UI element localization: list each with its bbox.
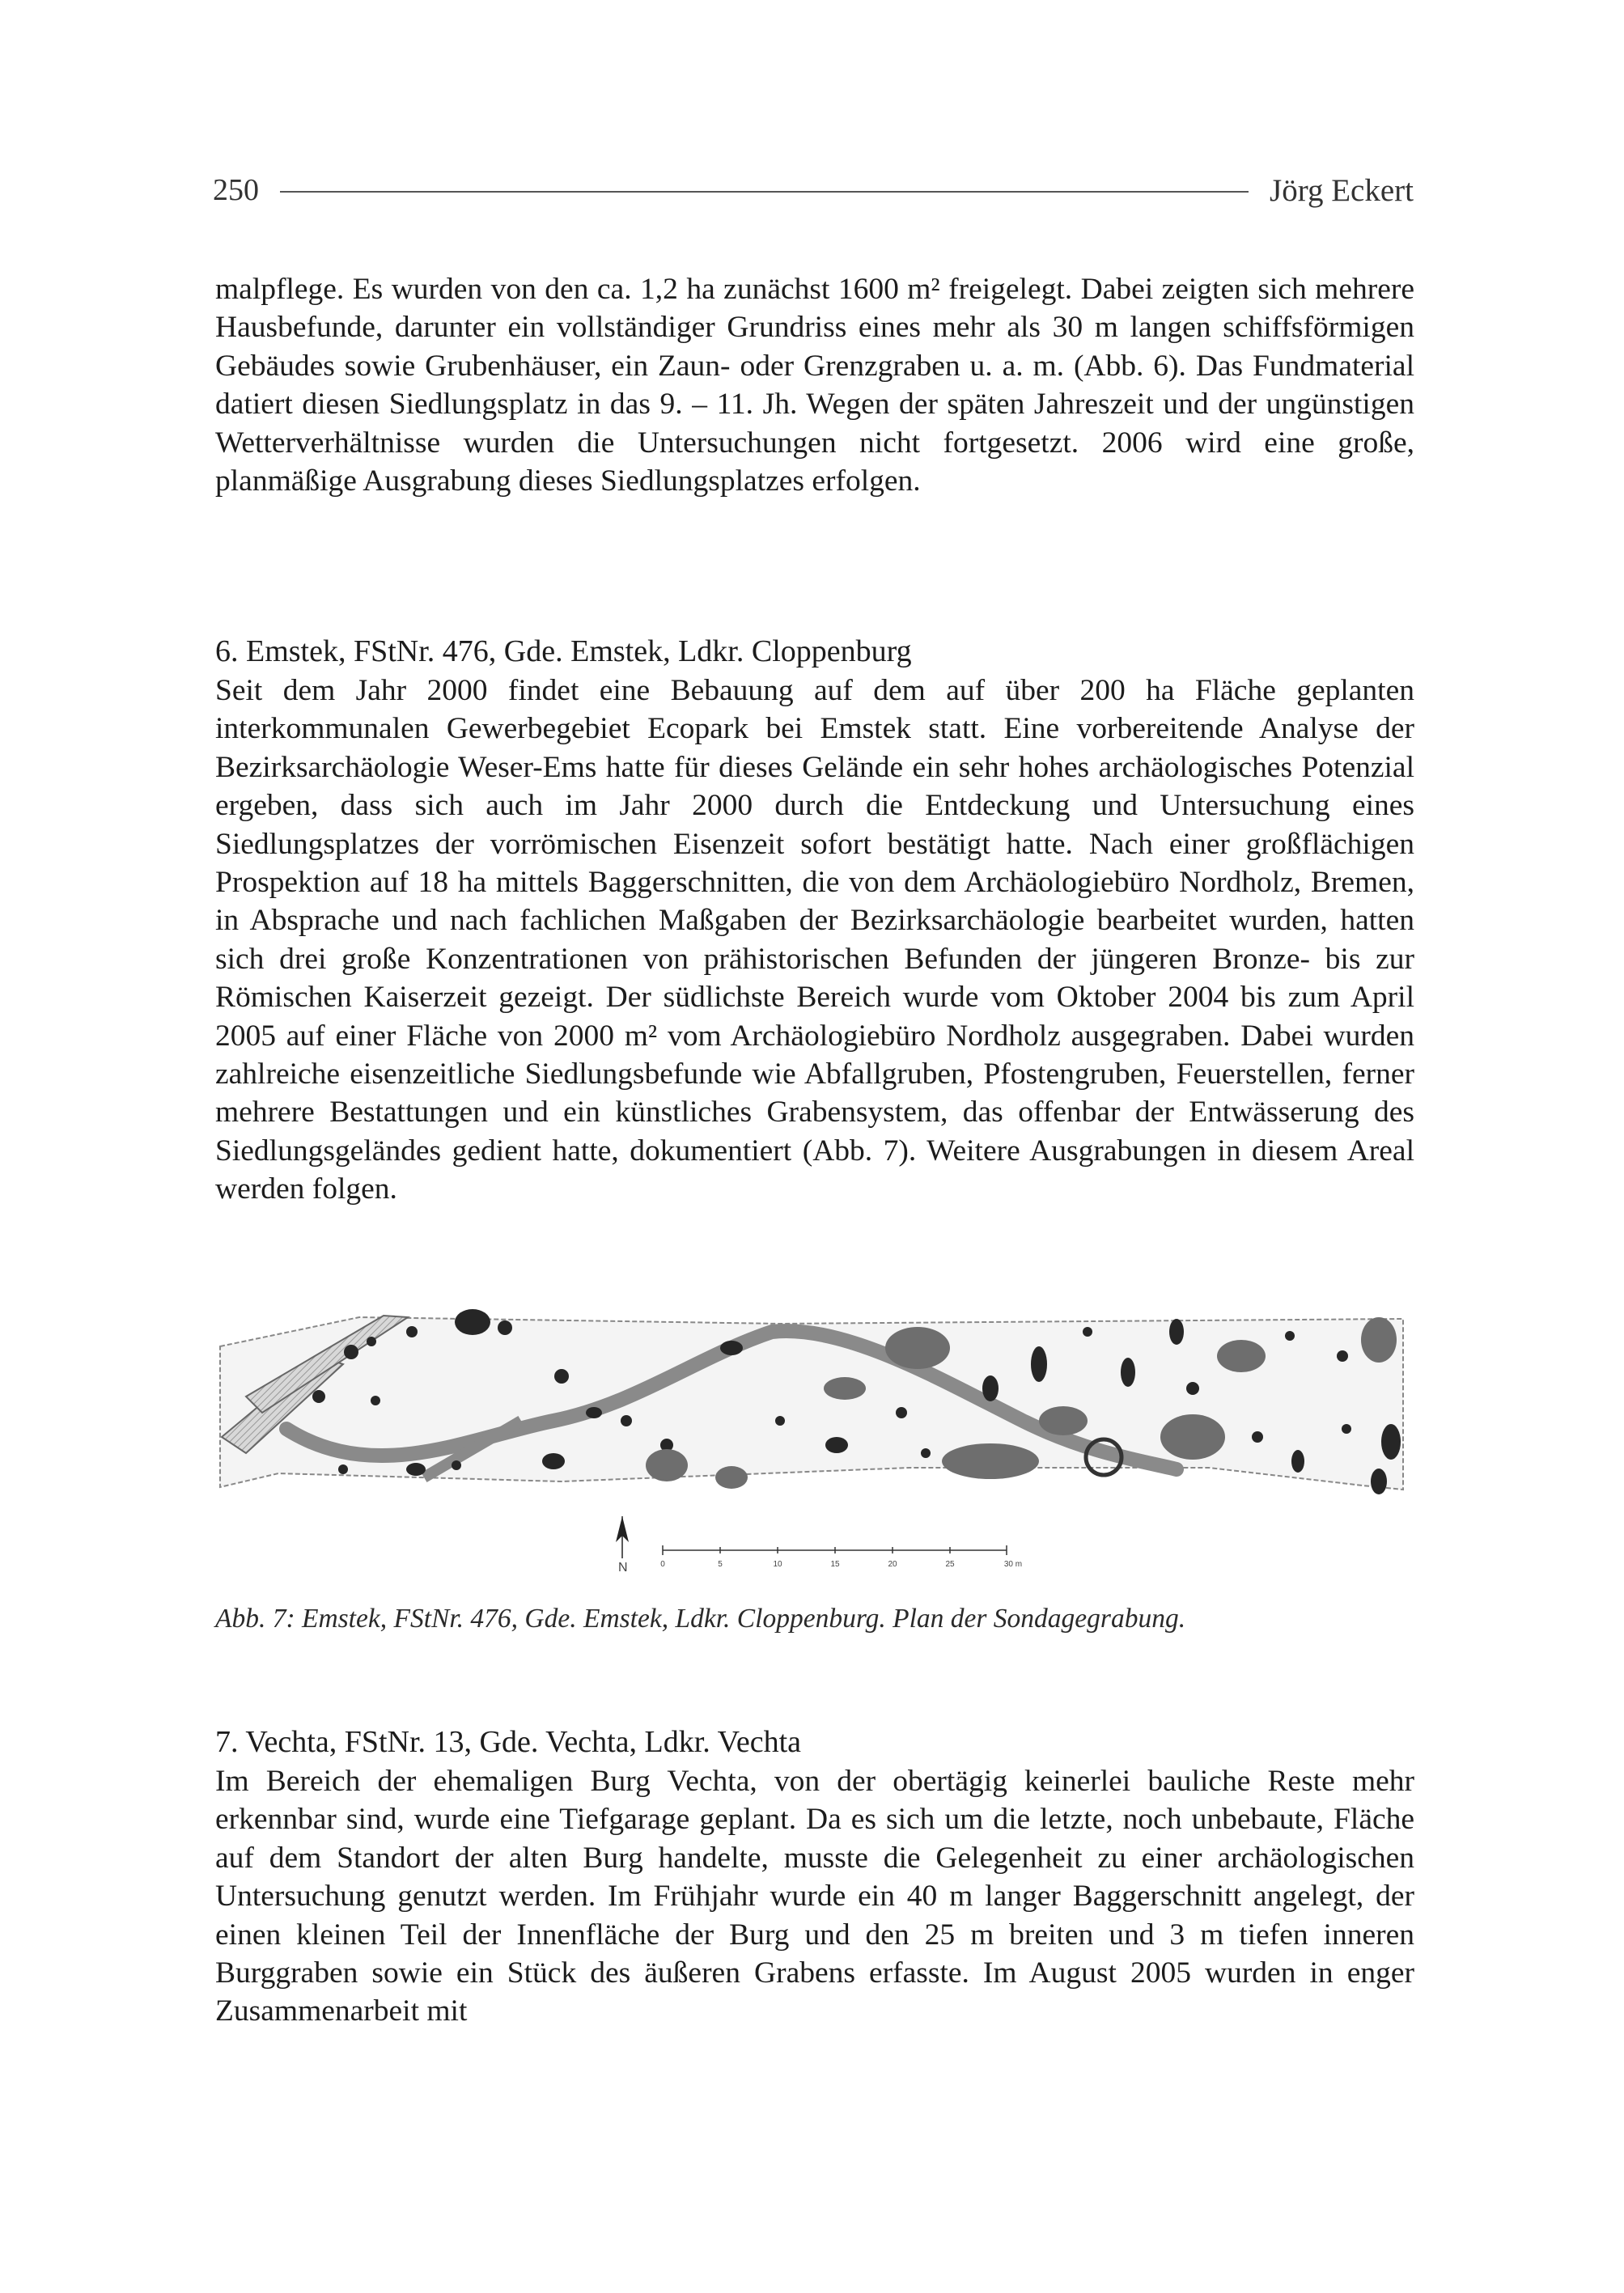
scale-label: 5: [718, 1560, 723, 1569]
scale-label: 15: [830, 1560, 840, 1569]
north-label: N: [618, 1561, 628, 1575]
section7-paragraph: Im Bereich der ehemaligen Burg Vechta, von der obertägig keinerlei bauliche Reste mehr erkennbar sind, wurde eine Tiefgarage geplant. Da es sich um die letzte, noch unbebaute, Fläche auf dem Standort der alten Burg handelte, musste die Gelegenheit zu einer archäologischen Untersuchung genutzt werden. Im Frühjahr wurde ein 40 m langer Baggerschnitt angelegt, der einen kleinen Teil der Innenfläche der Burg und den 25 m breiten und 3 m tiefen inneren Burggraben sowie ein Stück des äußeren Grabens erfasste. Im August 2005 wurden in enger Zusammenarbeit mit: [215, 1765, 1414, 2028]
page-number: 250: [213, 173, 259, 207]
trench-outline: [220, 1317, 1403, 1490]
page-header: [213, 166, 1414, 214]
scale-label: 10: [773, 1560, 782, 1569]
section6-paragraph: Seit dem Jahr 2000 findet eine Bebauung auf dem auf über 200 ha Fläche geplanten interkommunalen Gewerbegebiet Ecopark bei Emstek statt. Eine vorbereitende Analyse der Bezirksarchäologie Weser-Ems hatte für dieses Gelände ein sehr hohes archäologisches Potenzial ergeben, dass sich auch im Jahr 2000 durch die Entdeckung und Untersuchung eines Siedlungsplatzes der vorrömischen Eisenzeit sofort bestätigt hatte. Nach einer großflächigen Prospektion auf 18 ha mittels Baggerschnitten, die von dem Archäologiebüro Nordholz, Bremen, in Absprache und nach fachlichen Maßgaben der Bezirksarchäologie bearbeitet wurden, hatten sich drei große Konzentrationen von prähistorischen Befunden der jüngeren Bronze- bis zur Römischen Kaiserzeit gezeigt. Der südlichste Bereich wurde vom Oktober 2004 bis zum April 2005 auf einer Fläche von 2000 m² vom Archäologiebüro Nordholz ausgegraben. Dabei wurden zahlreiche eisenzeitliche Siedlungsbefunde wie Abfallgruben, Pfostengruben, Feuerstellen, ferner mehrere Bestattungen und ein künstliches Grabensystem, das offenbar der Entwässerung des Siedlungsgeländes gedient hatte, dokumentiert (Abb. 7). Weitere Ausgrabungen in diesem Areal werden folgen.: [215, 674, 1414, 1206]
section5-paragraph: malpflege. Es wurden von den ca. 1,2 ha zunächst 1600 m² freigelegt. Dabei zeigten sich mehrere Hausbefunde, darunter ein vollständiger Grundriss eines mehr als 30 m langen schiffsförmigen Gebäudes sowie Grubenhäuser, ein Zaun- oder Grenzgraben u. a. m. (Abb. 6). Das Fundmaterial datiert diesen Siedlungsplatz in das 9. – 11. Jh. Wegen der späten Jahreszeit und der ungünstigen Wetterverhältnisse wurden die Untersuchungen nicht fortgesetzt. 2006 wird eine große, planmäßige Ausgrabung dieses Siedlungsplatzes erfolgen.: [215, 273, 1414, 498]
excavation-plan: [214, 1299, 1414, 1575]
scale-bar: [663, 1545, 1007, 1555]
scale-label: 0: [660, 1560, 665, 1569]
running-head-author: Jörg Eckert: [1270, 172, 1414, 208]
header-rule: [280, 191, 1249, 193]
north-arrow: [616, 1516, 629, 1558]
excavation-plan-figure: [214, 1299, 1414, 1575]
scale-label: 30 m: [1003, 1560, 1023, 1569]
scale-label: 25: [945, 1560, 955, 1569]
section7-heading: 7. Vechta, FStNr. 13, Gde. Vechta, Ldkr. Vechta: [215, 1725, 802, 1759]
section6-heading: 6. Emstek, FStNr. 476, Gde. Emstek, Ldkr. Cloppenburg: [215, 634, 912, 668]
figure-caption: Abb. 7: Emstek, FStNr. 476, Gde. Emstek, Ldkr. Cloppenburg. Plan der Sondagegrabung.: [215, 1604, 1186, 1634]
scale-label: 20: [888, 1560, 897, 1569]
